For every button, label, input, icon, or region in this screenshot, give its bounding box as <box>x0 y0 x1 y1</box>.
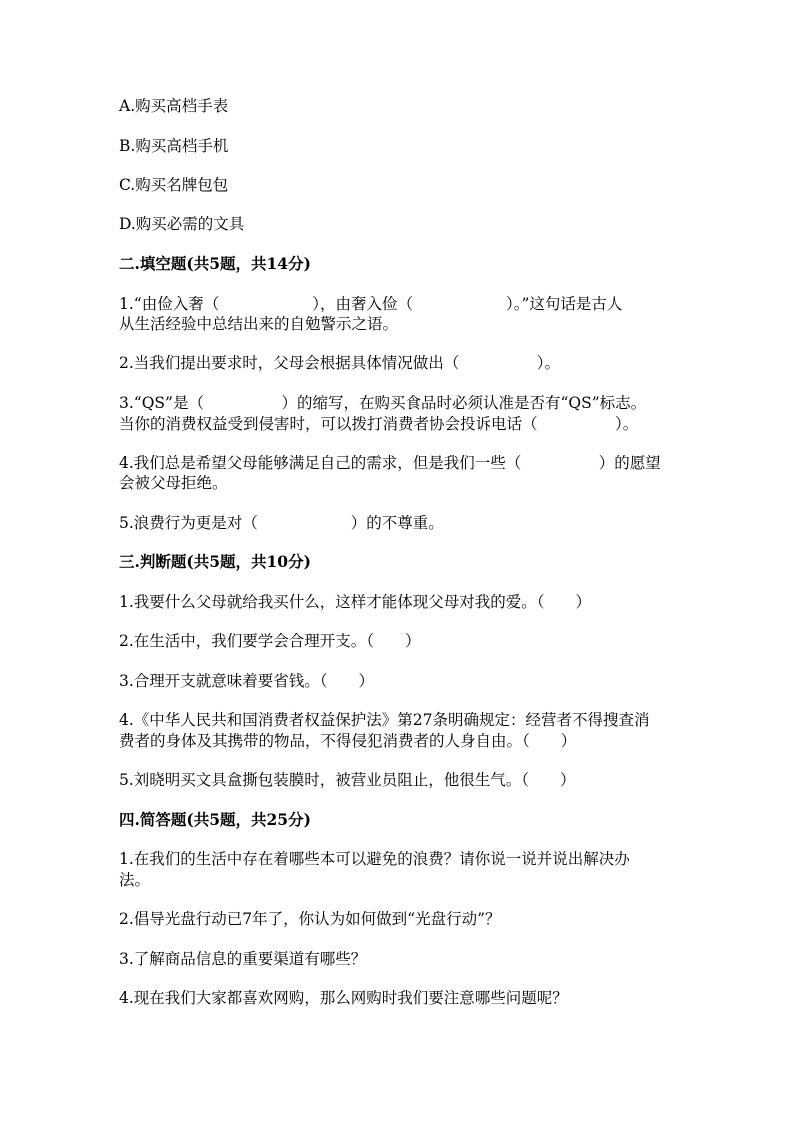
short-answer-q1-line2: 法。 <box>119 871 151 889</box>
judgement-q5: 5.刘晓明买文具盒撕包装膜时，被营业员阻止，他很生气。（ ） <box>119 771 576 789</box>
section-heading-judgement: 三.判断题(共5题，共10分) <box>119 552 311 571</box>
judgement-q1: 1.我要什么父母就给我买什么，这样才能体现父母对我的爱。（ ） <box>119 593 592 611</box>
judgement-q4-line2: 费者的身体及其携带的物品，不得侵犯消费者的人身自由。（ ） <box>119 732 577 750</box>
short-answer-q3: 3.了解商品信息的重要渠道有哪些？ <box>119 950 367 968</box>
section-heading-fill-blank: 二.填空题(共5题，共14分) <box>119 254 311 273</box>
fill-blank-q1-line1: 1.“由俭入奢（ ），由奢入俭（ ）。”这句话是古人 <box>119 295 623 313</box>
short-answer-q1-line1: 1.在我们的生活中存在着哪些本可以避免的浪费？请你说一说并说出解决办 <box>119 850 630 868</box>
judgement-q4-line1: 4.《中华人民共和国消费者权益保护法》第27条明确规定：经营者不得搜查消 <box>119 711 650 729</box>
fill-blank-q1-line2: 从生活经验中总结出来的自勉警示之语。 <box>119 315 399 333</box>
option-b: B.购买高档手机 <box>119 137 229 155</box>
short-answer-q2: 2.倡导光盘行动已7年了，你认为如何做到“光盘行动”？ <box>119 910 501 928</box>
fill-blank-q3-line2: 当你的消费权益受到侵害时，可以拨打消费者协会投诉电话（ ）。 <box>119 415 639 433</box>
option-c: C.购买名牌包包 <box>119 176 229 194</box>
option-d: D.购买必需的文具 <box>119 215 245 233</box>
fill-blank-q5: 5.浪费行为更是对（ ）的不尊重。 <box>119 514 444 532</box>
fill-blank-q3-line1: 3.“QS”是（ ）的缩写，在购买食品时必须认准是否有“QS”标志。 <box>119 394 647 412</box>
fill-blank-q4-line2: 会被父母拒绝。 <box>119 474 228 492</box>
fill-blank-q2: 2.当我们提出要求时，父母会根据具体情况做出（ ）。 <box>119 354 561 372</box>
judgement-q2: 2.在生活中，我们要学会合理开支。（ ） <box>119 632 421 650</box>
short-answer-q4: 4.现在我们大家都喜欢网购，那么网购时我们要注意哪些问题呢？ <box>119 989 568 1007</box>
section-heading-short-answer: 四.简答题(共5题，共25分) <box>119 810 311 829</box>
option-a: A.购买高档手表 <box>119 97 229 115</box>
judgement-q3: 3.合理开支就意味着要省钱。（ ） <box>119 672 375 690</box>
fill-blank-q4-line1: 4.我们总是希望父母能够满足自己的需求，但是我们一些（ ）的愿望 <box>119 454 661 472</box>
